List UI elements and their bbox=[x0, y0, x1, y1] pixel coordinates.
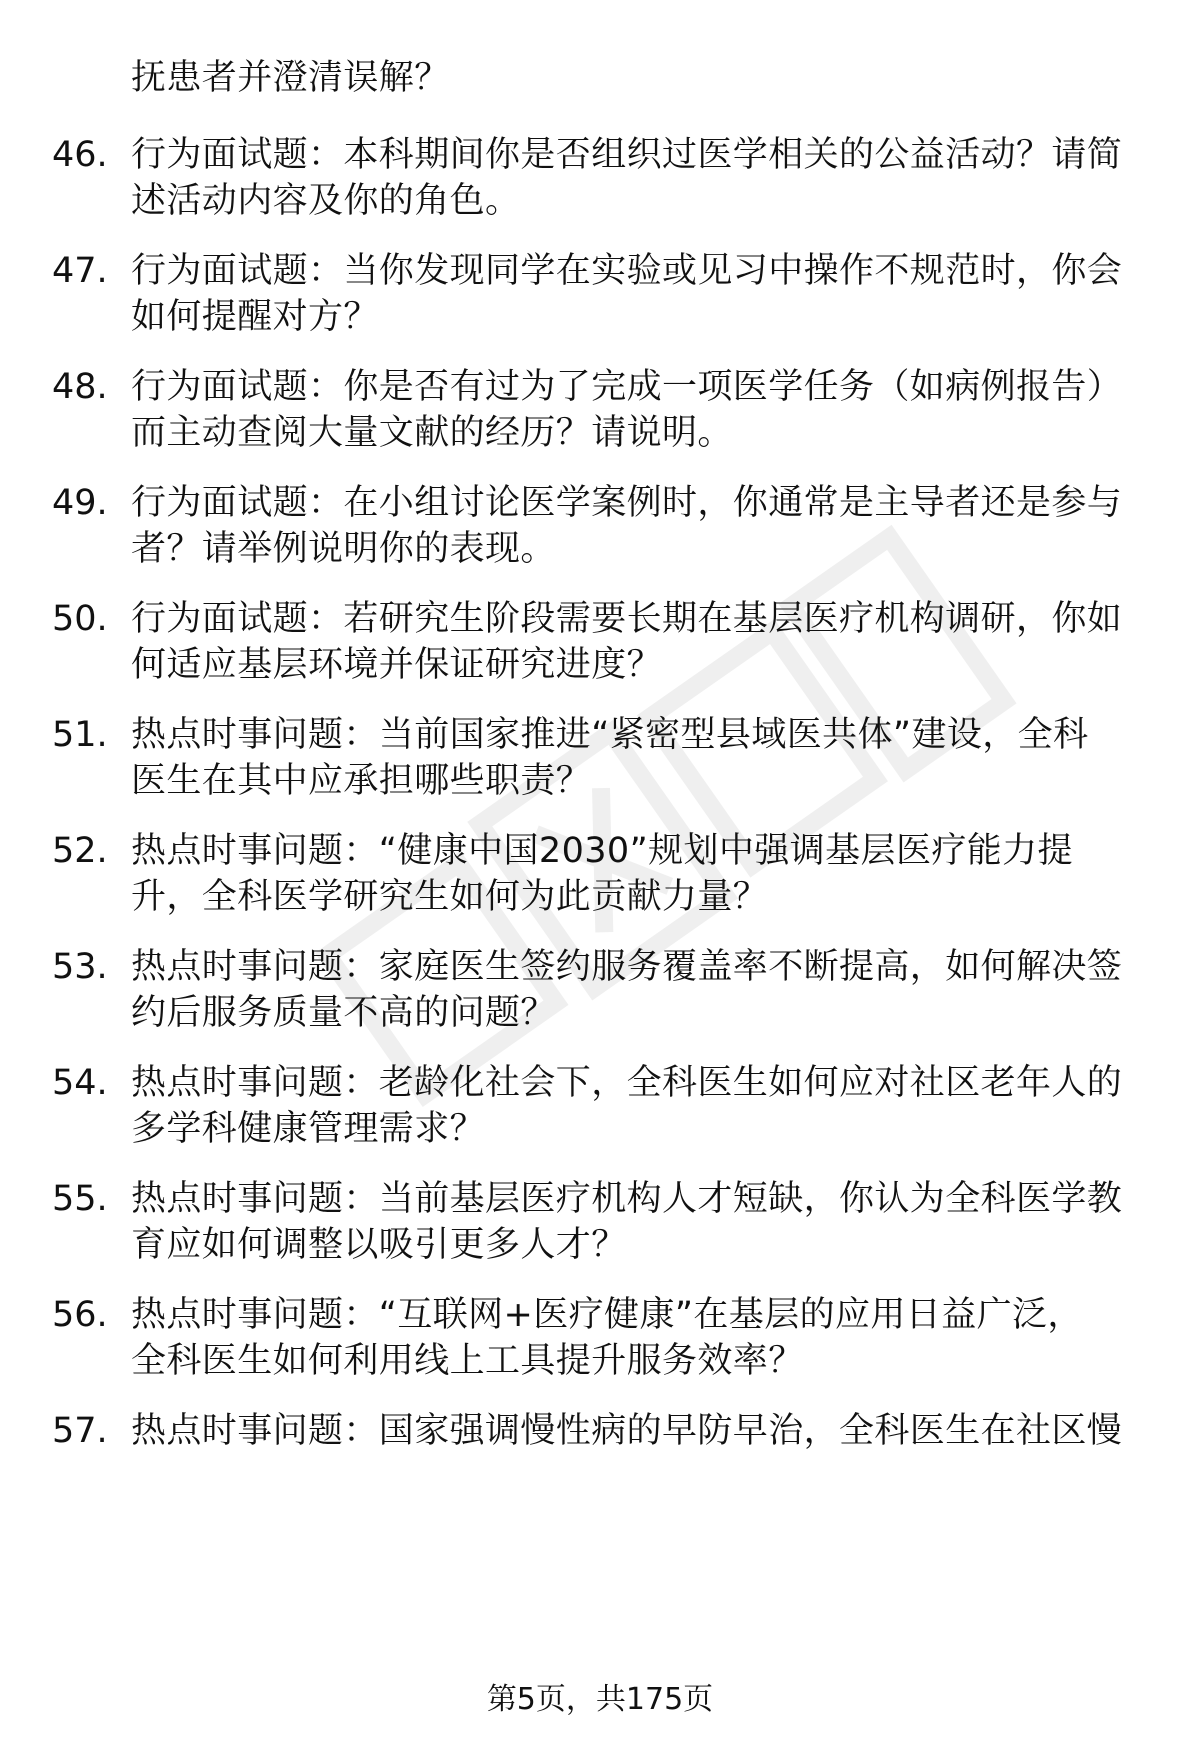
question-text-line2: 者？请举例说明你的表现。 bbox=[131, 529, 556, 569]
question-number: 52. bbox=[52, 831, 108, 871]
question-text-line2: 多学科健康管理需求？ bbox=[131, 1109, 486, 1149]
question-number: 57. bbox=[52, 1411, 108, 1451]
question-text-line1: 热点时事问题：家庭医生签约服务覆盖率不断提高，如何解决签 bbox=[131, 947, 1123, 987]
question-number: 54. bbox=[52, 1063, 108, 1103]
question-number: 46. bbox=[52, 135, 108, 175]
question-text-line1: 行为面试题：当你发现同学在实验或见习中操作不规范时，你会 bbox=[131, 251, 1123, 291]
question-text-line1: 热点时事问题：“健康中国2030”规划中强调基层医疗能力提 bbox=[131, 831, 1073, 871]
question-text-line2: 如何提醒对方？ bbox=[131, 297, 379, 337]
question-number: 53. bbox=[52, 947, 108, 987]
question-text-line2: 升，全科医学研究生如何为此贡献力量？ bbox=[131, 877, 769, 917]
question-text-line1: 热点时事问题：当前国家推进“紧密型县域医共体”建设，全科 bbox=[131, 715, 1089, 755]
question-text-line1: 行为面试题：本科期间你是否组织过医学相关的公益活动？请简 bbox=[131, 135, 1123, 175]
question-number: 49. bbox=[52, 483, 108, 523]
question-text-line2: 何适应基层环境并保证研究进度？ bbox=[131, 645, 663, 685]
question-text-line1: 行为面试题：若研究生阶段需要长期在基层医疗机构调研，你如 bbox=[131, 599, 1123, 639]
question-text-line2: 述活动内容及你的角色。 bbox=[131, 181, 521, 221]
question-text-line1: 行为面试题：在小组讨论医学案例时，你通常是主导者还是参与 bbox=[131, 483, 1123, 523]
question-number: 50. bbox=[52, 599, 108, 639]
question-text-line1: 热点时事问题：国家强调慢性病的早防早治，全科医生在社区慢 bbox=[131, 1411, 1123, 1451]
question-text-line2: 全科医生如何利用线上工具提升服务效率？ bbox=[131, 1341, 804, 1381]
question-text-line2: 而主动查阅大量文献的经历？请说明。 bbox=[131, 413, 733, 453]
question-text-line1: 行为面试题：你是否有过为了完成一项医学任务（如病例报告） bbox=[131, 367, 1123, 407]
question-number: 51. bbox=[52, 715, 108, 755]
question-number: 47. bbox=[52, 251, 108, 291]
question-number: 55. bbox=[52, 1179, 108, 1219]
continuation-line: 抚患者并澄清误解？ bbox=[131, 58, 450, 98]
question-text-line2: 育应如何调整以吸引更多人才？ bbox=[131, 1225, 627, 1265]
page-footer: 第5页，共175页 bbox=[486, 1682, 714, 1717]
question-text-line1: 热点时事问题：“互联网+医疗健康”在基层的应用日益广泛， bbox=[131, 1295, 1083, 1335]
question-number: 48. bbox=[52, 367, 108, 407]
question-text-line2: 医生在其中应承担哪些职责？ bbox=[131, 761, 592, 801]
question-number: 56. bbox=[52, 1295, 108, 1335]
question-text-line1: 热点时事问题：老龄化社会下，全科医生如何应对社区老年人的 bbox=[131, 1063, 1123, 1103]
question-text-line1: 热点时事问题：当前基层医疗机构人才短缺，你认为全科医学教 bbox=[131, 1179, 1123, 1219]
question-text-line2: 约后服务质量不高的问题？ bbox=[131, 993, 556, 1033]
